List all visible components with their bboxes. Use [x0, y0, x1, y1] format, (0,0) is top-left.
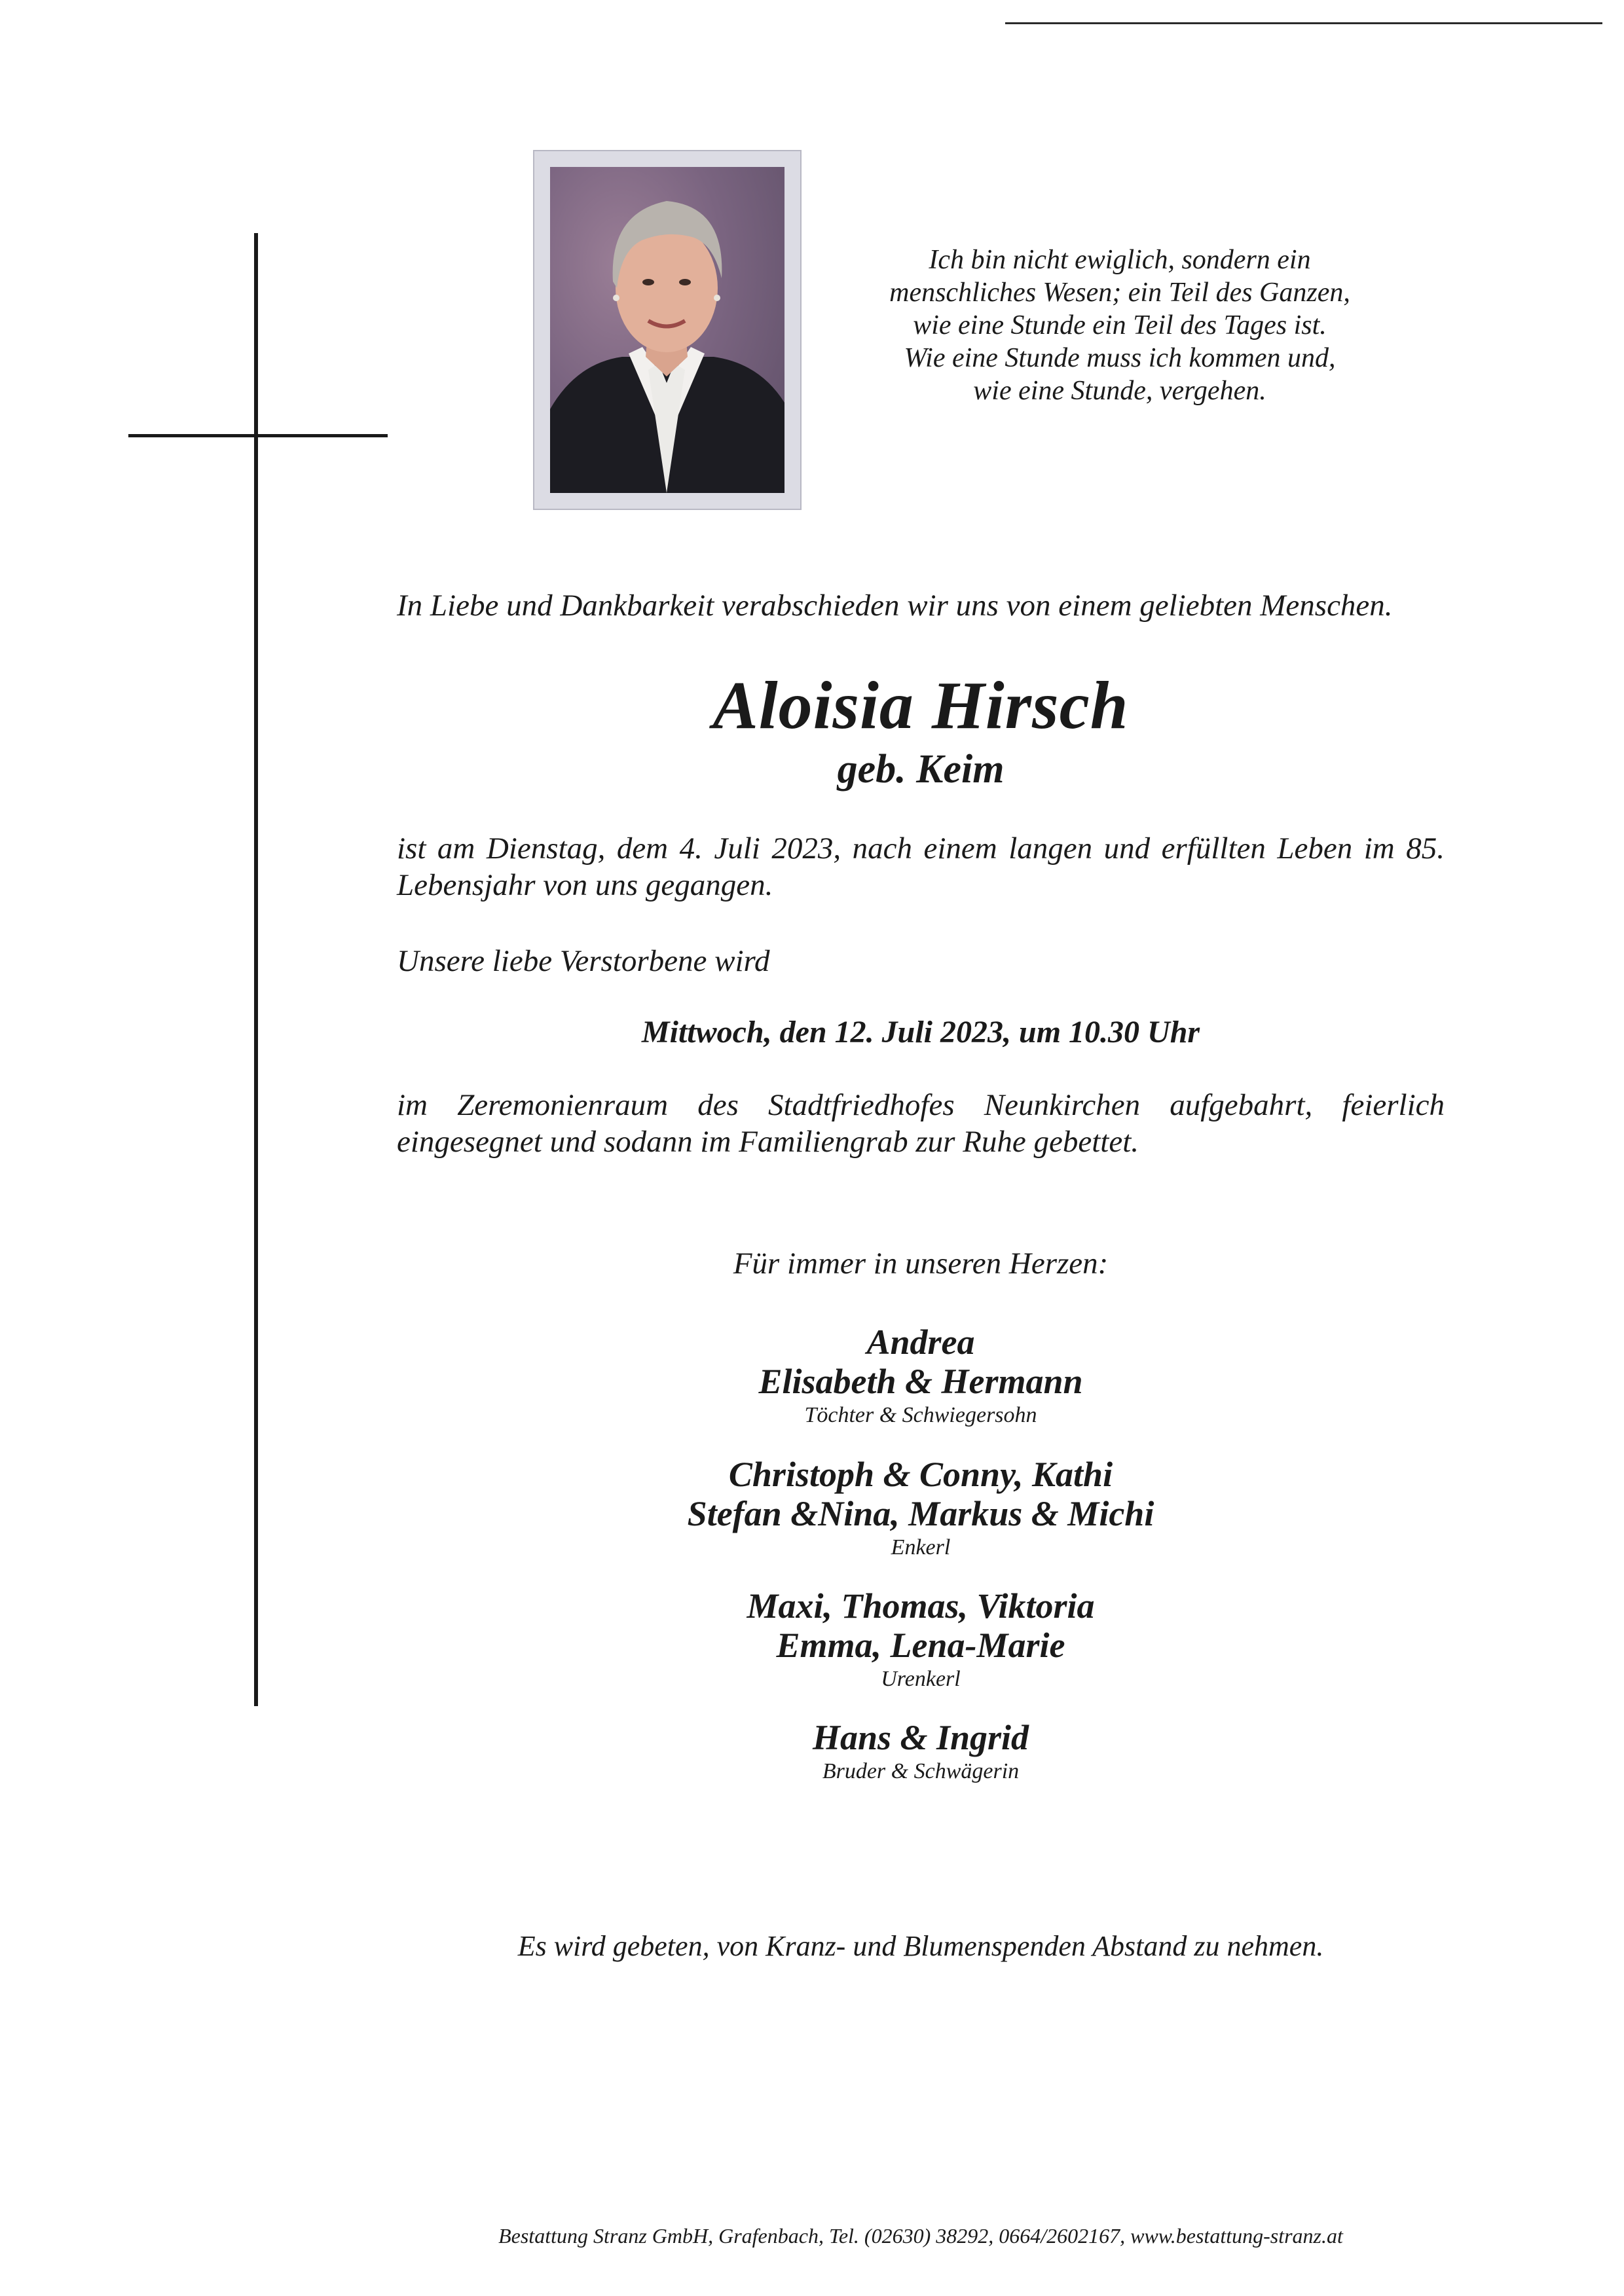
family-names: Emma, Lena-Marie [776, 1626, 1065, 1665]
family-group [397, 1718, 1445, 1786]
family-relation: Enkerl [891, 1535, 951, 1559]
poem-line: wie eine Stunde ein Teil des Tages ist. [913, 310, 1327, 340]
family-names: Christoph & Conny, Kathi [728, 1455, 1113, 1494]
announce-text: Unsere liebe Verstorbene wird [397, 944, 770, 978]
family-names: Stefan &Nina, Markus & Michi [687, 1494, 1154, 1533]
top-rule [1005, 22, 1602, 24]
flower-request-text: Es wird gebeten, von Kranz- und Blumenspenden Abstand zu nehmen. [517, 1930, 1324, 1962]
family-group [397, 1322, 1445, 1430]
portrait-frame [533, 150, 802, 510]
poem-quote [858, 244, 1382, 407]
family-group [397, 1455, 1445, 1562]
family-relation: Bruder & Schwägerin [822, 1759, 1020, 1783]
cross-icon-horizontal [128, 434, 388, 437]
family-names: Andrea [866, 1322, 975, 1362]
ceremony-date: Mittwoch, den 12. Juli 2023, um 10.30 Uhr [641, 1015, 1200, 1049]
poem-line: Wie eine Stunde muss ich kommen und, [904, 343, 1336, 373]
forever-heading: Für immer in unseren Herzen: [733, 1247, 1109, 1281]
death-notice-text: ist am Dienstag, dem 4. Juli 2023, nach einem langen und erfüllten Leben im 85. Lebensjahr von uns gegangen. [397, 831, 1445, 902]
poem-line: wie eine Stunde, vergehen. [973, 376, 1266, 406]
portrait-photo [550, 167, 784, 493]
funeral-home-footer: Bestattung Stranz GmbH, Grafenbach, Tel. (02630) 38292, 0664/2602167, www.bestattung-stranz.at [498, 2224, 1343, 2248]
deceased-name: Aloisia Hirsch [712, 668, 1129, 743]
family-names: Elisabeth & Hermann [758, 1362, 1083, 1401]
maiden-name: geb. Keim [837, 747, 1005, 792]
family-relation: Töchter & Schwiegersohn [804, 1403, 1037, 1427]
family-relation: Urenkerl [881, 1667, 961, 1691]
family-names: Maxi, Thomas, Viktoria [747, 1586, 1095, 1626]
intro-text: In Liebe und Dankbarkeit verabschieden wir uns von einem geliebten Menschen. [397, 589, 1393, 623]
family-group [397, 1586, 1445, 1694]
ceremony-text: im Zeremonienraum des Stadtfriedhofes Neunkirchen aufgebahrt, feierlich eingesegnet und sodann im Familiengrab zur Ruhe gebettet. [397, 1088, 1445, 1159]
cross-icon-vertical [254, 233, 258, 1706]
poem-line: menschliches Wesen; ein Teil des Ganzen, [889, 278, 1350, 308]
family-names: Hans & Ingrid [812, 1718, 1029, 1757]
poem-line: Ich bin nicht ewiglich, sondern ein [929, 245, 1311, 275]
